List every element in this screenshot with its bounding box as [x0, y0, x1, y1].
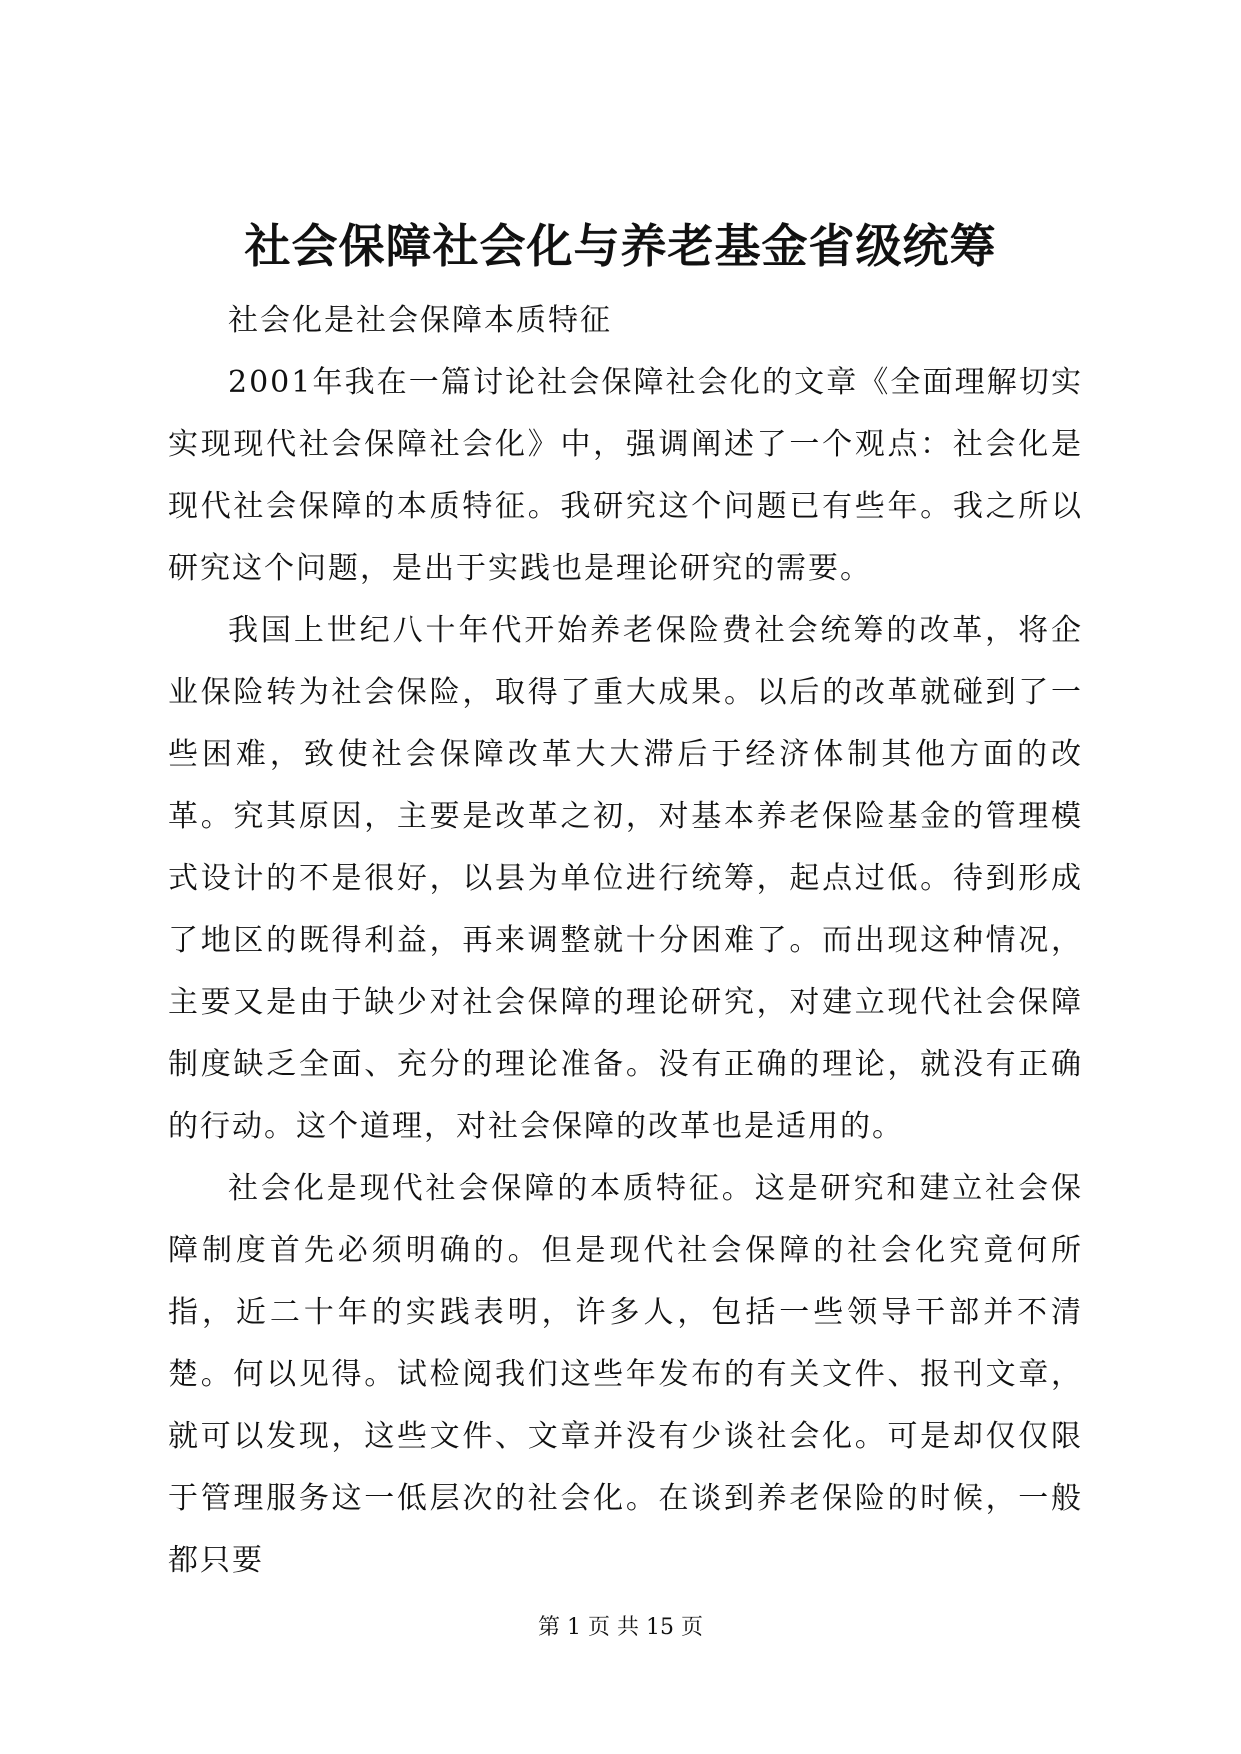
- section-subtitle: 社会化是社会保障本质特征: [228, 303, 612, 338]
- document-body: [168, 290, 1083, 1592]
- paragraph-3: 社会化是现代社会保障的本质特征。这是研究和建立社会保障制度首先必须明确的。但是现代社会保障的社会化究竟何所指，近二十年的实践表明，许多人，包括一些领导干部并不清楚。何以见得。试检阅我们这些年发布的有关文件、报刊文章，就可以发现，这些文件、文章并没有少谈社会化。可是却仅仅限于管理服务这一低层次的社会化。在谈到养老保险的时候，一般都只要: [168, 1171, 1083, 1578]
- page-footer: 第 1 页 共 15 页: [538, 1615, 703, 1640]
- paragraph-2: 我国上世纪八十年代开始养老保险费社会统筹的改革，将企业保险转为社会保险，取得了重大成果。以后的改革就碰到了一些困难，致使社会保障改革大大滞后于经济体制其他方面的改革。究其原因，主要是改革之初，对基本养老保险基金的管理模式设计的不是很好，以县为单位进行统筹，起点过低。待到形成了地区的既得利益，再来调整就十分困难了。而出现这种情况，主要又是由于缺少对社会保障的理论研究，对建立现代社会保障制度缺乏全面、充分的理论准备。没有正确的理论，就没有正确的行动。这个道理，对社会保障的改革也是适用的。: [168, 613, 1083, 1144]
- paragraph-1: 2001年我在一篇讨论社会保障社会化的文章《全面理解切实实现现代社会保障社会化》中，强调阐述了一个观点：社会化是现代社会保障的本质特征。我研究这个问题已有些年。我之所以研究这个问题，是出于实践也是理论研究的需要。: [168, 365, 1083, 586]
- document-title: 社会保障社会化与养老基金省级统筹: [244, 219, 997, 273]
